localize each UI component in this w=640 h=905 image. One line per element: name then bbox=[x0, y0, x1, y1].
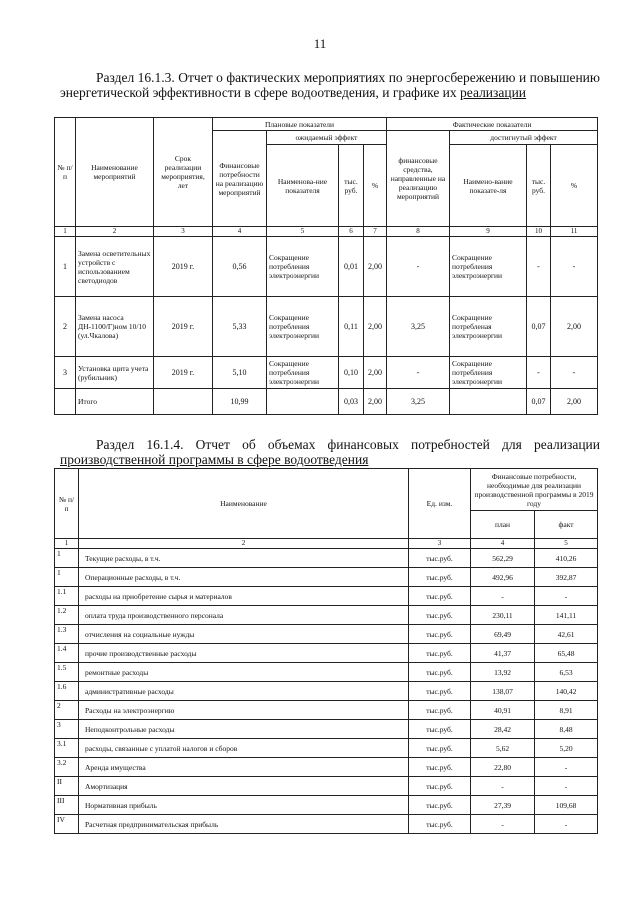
row-name: ремонтные расходы bbox=[79, 663, 409, 682]
row-unit: тыс.руб. bbox=[409, 796, 471, 815]
row-unit: тыс.руб. bbox=[409, 701, 471, 720]
row-plan: - bbox=[471, 587, 535, 606]
row-unit: тыс.руб. bbox=[409, 682, 471, 701]
header-name: Наименование мероприятий bbox=[76, 118, 154, 227]
table-row bbox=[55, 720, 598, 739]
table-row bbox=[55, 739, 598, 758]
section1-title-line1: Раздел 16.1.3. Отчет о фактических мероприятиях по энергосбережению и bbox=[96, 70, 527, 85]
row-term: 2019 г. bbox=[154, 297, 213, 357]
col-num: 5 bbox=[535, 539, 598, 549]
header-indicator-name: Наименова-ние показателя bbox=[267, 145, 339, 227]
table-row bbox=[55, 777, 598, 796]
row-unit: тыс.руб. bbox=[409, 606, 471, 625]
row-fact: 392,87 bbox=[535, 568, 598, 587]
row-rub: 0,10 bbox=[339, 357, 364, 389]
table-row bbox=[55, 549, 598, 568]
row-name: Аренда имущества bbox=[79, 758, 409, 777]
row-no: 1.5 bbox=[55, 663, 79, 682]
col-num: 1 bbox=[55, 227, 76, 237]
row-name: Замена насоса ДН-1100/Г)ном 10/10 (ул.Чкалова) bbox=[76, 297, 154, 357]
total-fact-rub: 0,07 bbox=[527, 389, 551, 415]
header-name: Наименование bbox=[79, 469, 409, 539]
table-row bbox=[55, 682, 598, 701]
row-no: 1 bbox=[55, 549, 79, 568]
section-16-1-3-title bbox=[60, 70, 600, 100]
row-no: 3 bbox=[55, 357, 76, 389]
row-indicator: Сокращение потребления электроэнергии bbox=[267, 357, 339, 389]
row-fact-fin: - bbox=[387, 237, 450, 297]
header-actual: Фактические показатели bbox=[387, 118, 598, 131]
col-num: 8 bbox=[387, 227, 450, 237]
row-plan: 22,80 bbox=[471, 758, 535, 777]
section1-title-line2: повышению энергетической эффективности в сфере водоотведения, и графике их bbox=[60, 70, 600, 100]
row-no: III bbox=[55, 796, 79, 815]
table-row bbox=[55, 701, 598, 720]
total-rub: 0,03 bbox=[339, 389, 364, 415]
row-name: Расчетная предпринимательская прибыль bbox=[79, 815, 409, 834]
col-num: 3 bbox=[154, 227, 213, 237]
row-fact-rub: 0,07 bbox=[527, 297, 551, 357]
row-fact: - bbox=[535, 815, 598, 834]
energy-saving-measures-table bbox=[54, 117, 598, 415]
row-unit: тыс.руб. bbox=[409, 625, 471, 644]
row-no: 3.1 bbox=[55, 739, 79, 758]
col-num: 10 bbox=[527, 227, 551, 237]
col-num: 2 bbox=[76, 227, 154, 237]
row-fact: 6,53 bbox=[535, 663, 598, 682]
page-number: 11 bbox=[313, 36, 327, 51]
total-fin: 10,99 bbox=[213, 389, 267, 415]
row-no: 1.2 bbox=[55, 606, 79, 625]
row-name: отчисления на социальные нужды bbox=[79, 625, 409, 644]
row-fact: 65,48 bbox=[535, 644, 598, 663]
row-no: 1 bbox=[55, 568, 79, 587]
table-row bbox=[55, 568, 598, 587]
row-rub: 0,11 bbox=[339, 297, 364, 357]
row-fact-rub: - bbox=[527, 357, 551, 389]
row-unit: тыс.руб. bbox=[409, 663, 471, 682]
row-name: расходы, связанные с уплатой налогов и сборов bbox=[79, 739, 409, 758]
col-num: 4 bbox=[471, 539, 535, 549]
row-fin: 5,33 bbox=[213, 297, 267, 357]
row-no: 3 bbox=[55, 720, 79, 739]
table-row bbox=[55, 796, 598, 815]
row-fact: - bbox=[535, 587, 598, 606]
header-fin-needs: Финансовые потребности, необходимые для реализации производственной программы в 2019 году bbox=[471, 469, 598, 511]
row-plan: 41,37 bbox=[471, 644, 535, 663]
section2-title-line1: Раздел 16.1.4. Отчет об объемах финансовых потребностей для реализации bbox=[96, 437, 600, 452]
header-fin-needs: Финансовые потребности на реализацию мероприятий bbox=[213, 131, 267, 227]
row-name: административные расходы bbox=[79, 682, 409, 701]
row-no: II bbox=[55, 777, 79, 796]
row-fact-pct: - bbox=[551, 357, 598, 389]
table-row bbox=[55, 625, 598, 644]
row-plan: 138,07 bbox=[471, 682, 535, 701]
row-no: 1.4 bbox=[55, 644, 79, 663]
row-unit: тыс.руб. bbox=[409, 815, 471, 834]
header-unit: Ед. изм. bbox=[409, 469, 471, 539]
row-plan: 27,39 bbox=[471, 796, 535, 815]
row-no: 2 bbox=[55, 297, 76, 357]
col-num: 3 bbox=[409, 539, 471, 549]
row-rub: 0,01 bbox=[339, 237, 364, 297]
row-unit: тыс.руб. bbox=[409, 777, 471, 796]
row-plan: 5,62 bbox=[471, 739, 535, 758]
row-no: 1 bbox=[55, 237, 76, 297]
col-num: 6 bbox=[339, 227, 364, 237]
row-term: 2019 г. bbox=[154, 357, 213, 389]
row-pct: 2,00 bbox=[364, 237, 387, 297]
row-pct: 2,00 bbox=[364, 357, 387, 389]
row-name: Текущие расходы, в т.ч. bbox=[79, 549, 409, 568]
row-name: Амортизация bbox=[79, 777, 409, 796]
header-percent-actual: % bbox=[551, 145, 598, 227]
row-indicator: Сокращение потребления электроэнергии bbox=[267, 297, 339, 357]
header-achieved-effect: достигнутый эффект bbox=[450, 131, 598, 145]
row-plan: 28,42 bbox=[471, 720, 535, 739]
column-numbers-row bbox=[55, 227, 598, 237]
table-row bbox=[55, 663, 598, 682]
header-thousand-rub-actual: тыс. руб. bbox=[527, 145, 551, 227]
col-num: 11 bbox=[551, 227, 598, 237]
row-fin: 0,56 bbox=[213, 237, 267, 297]
header-thousand-rub: тыс. руб. bbox=[339, 145, 364, 227]
row-name: Замена осветительных устройств с использованием светодиодов bbox=[76, 237, 154, 297]
row-fact: 8,91 bbox=[535, 701, 598, 720]
header-no: № п/п bbox=[55, 118, 76, 227]
col-num: 7 bbox=[364, 227, 387, 237]
header-term: Срок реализации мероприятия, лет bbox=[154, 118, 213, 227]
row-unit: тыс.руб. bbox=[409, 720, 471, 739]
row-fact-indicator: Сокращение потребления электроэнергии bbox=[450, 357, 527, 389]
row-fact-indicator: Сокращение потребления электроэнергии bbox=[450, 237, 527, 297]
header-plan: план bbox=[471, 511, 535, 539]
row-fin: 5,10 bbox=[213, 357, 267, 389]
row-name: Операционные расходы, в т.ч. bbox=[79, 568, 409, 587]
row-fact: 8,48 bbox=[535, 720, 598, 739]
section2-title-line2: производственной программы в сфере водоотведения bbox=[60, 452, 369, 467]
table-row bbox=[55, 758, 598, 777]
row-no: IV bbox=[55, 815, 79, 834]
total-fact-fin: 3,25 bbox=[387, 389, 450, 415]
row-fact-pct: 2,00 bbox=[551, 297, 598, 357]
row-name: Расходы на электроэнергию bbox=[79, 701, 409, 720]
row-pct: 2,00 bbox=[364, 297, 387, 357]
col-num: 9 bbox=[450, 227, 527, 237]
row-unit: тыс.руб. bbox=[409, 568, 471, 587]
row-name: Установка щита учета (рубильник) bbox=[76, 357, 154, 389]
row-term: 2019 г. bbox=[154, 237, 213, 297]
row-fact-rub: - bbox=[527, 237, 551, 297]
row-unit: тыс.руб. bbox=[409, 758, 471, 777]
row-fact: 410,26 bbox=[535, 549, 598, 568]
row-plan: 13,92 bbox=[471, 663, 535, 682]
table-row bbox=[55, 297, 598, 357]
section-16-1-4-title bbox=[60, 437, 600, 467]
row-unit: тыс.руб. bbox=[409, 587, 471, 606]
row-fact: 140,42 bbox=[535, 682, 598, 701]
row-fact-fin: - bbox=[387, 357, 450, 389]
col-num: 1 bbox=[55, 539, 79, 549]
row-plan: 230,11 bbox=[471, 606, 535, 625]
total-row bbox=[55, 389, 598, 415]
header-indicator-name-actual: Наимено-вание показате-ля bbox=[450, 145, 527, 227]
row-plan: - bbox=[471, 777, 535, 796]
row-fact: 109,68 bbox=[535, 796, 598, 815]
row-no: 1.3 bbox=[55, 625, 79, 644]
column-numbers-row bbox=[55, 539, 598, 549]
header-percent: % bbox=[364, 145, 387, 227]
row-fact: 5,20 bbox=[535, 739, 598, 758]
row-unit: тыс.руб. bbox=[409, 549, 471, 568]
row-unit: тыс.руб. bbox=[409, 739, 471, 758]
table-row bbox=[55, 237, 598, 297]
row-plan: 562,29 bbox=[471, 549, 535, 568]
row-name: оплата труда производственного персонала bbox=[79, 606, 409, 625]
row-plan: - bbox=[471, 815, 535, 834]
table-row bbox=[55, 606, 598, 625]
row-fact: - bbox=[535, 777, 598, 796]
row-unit: тыс.руб. bbox=[409, 644, 471, 663]
row-fact-fin: 3,25 bbox=[387, 297, 450, 357]
table-row bbox=[55, 587, 598, 606]
row-name: Нормативная прибыль bbox=[79, 796, 409, 815]
row-fact: 42,61 bbox=[535, 625, 598, 644]
row-name: прочие производственные расходы bbox=[79, 644, 409, 663]
row-fact-pct: - bbox=[551, 237, 598, 297]
table-row bbox=[55, 815, 598, 834]
col-num: 4 bbox=[213, 227, 267, 237]
row-plan: 492,96 bbox=[471, 568, 535, 587]
row-fact: - bbox=[535, 758, 598, 777]
row-no: 1.1 bbox=[55, 587, 79, 606]
total-pct: 2,00 bbox=[364, 389, 387, 415]
financial-needs-table bbox=[54, 468, 598, 834]
col-num: 2 bbox=[79, 539, 409, 549]
header-no: № п/п bbox=[55, 469, 79, 539]
header-expected-effect: ожидаемый эффект bbox=[267, 131, 387, 145]
row-no: 3.2 bbox=[55, 758, 79, 777]
section1-title-last: реализации bbox=[460, 85, 527, 100]
total-fact-pct: 2,00 bbox=[551, 389, 598, 415]
row-fact: 141,11 bbox=[535, 606, 598, 625]
header-fin-spent: финансовые средства, направленные на реализацию мероприятий bbox=[387, 131, 450, 227]
row-no: 2 bbox=[55, 701, 79, 720]
row-name: Неподконтрольные расходы bbox=[79, 720, 409, 739]
table-row bbox=[55, 357, 598, 389]
row-name: расходы на приобретение сырья и материалов bbox=[79, 587, 409, 606]
table-row bbox=[55, 644, 598, 663]
header-fact: факт bbox=[535, 511, 598, 539]
row-plan: 69,49 bbox=[471, 625, 535, 644]
row-fact-indicator: Сокращение потребленая электроэнергии bbox=[450, 297, 527, 357]
col-num: 5 bbox=[267, 227, 339, 237]
financial-needs-rows bbox=[55, 549, 598, 834]
row-indicator: Сокращение потребления электроэнергии bbox=[267, 237, 339, 297]
row-no: 1.6 bbox=[55, 682, 79, 701]
total-label: Итого bbox=[76, 389, 154, 415]
header-planned: Плановые показатели bbox=[213, 118, 387, 131]
row-plan: 40,91 bbox=[471, 701, 535, 720]
